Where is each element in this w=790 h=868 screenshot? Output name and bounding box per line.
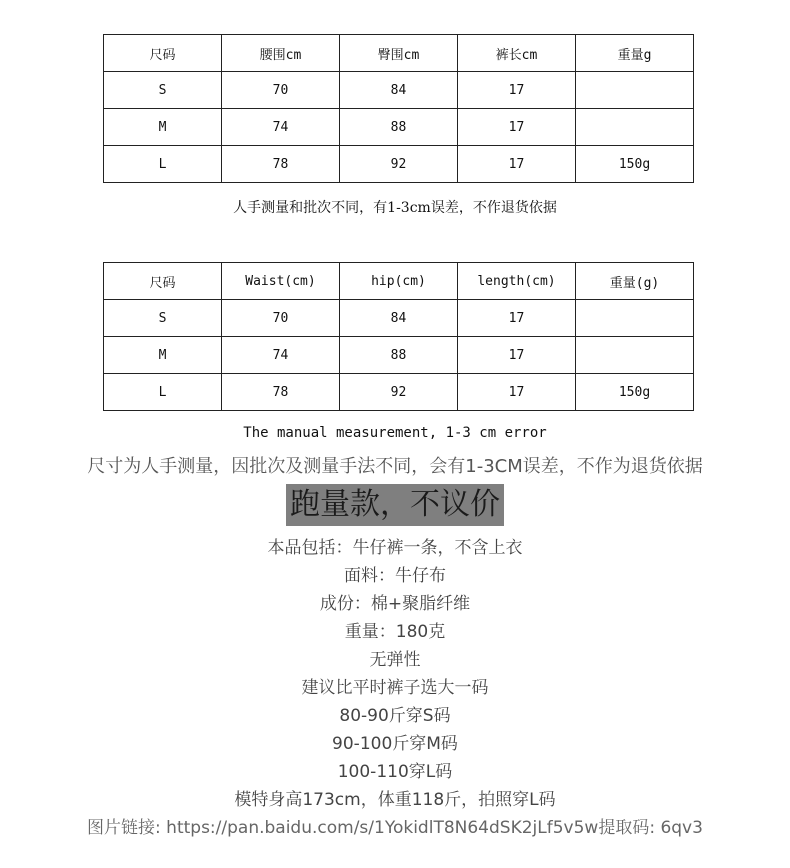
table-row [104, 300, 694, 337]
cell-hip: 88 [340, 109, 458, 146]
cell-length: 17 [458, 374, 576, 411]
no-bargain-banner: 跑量款，不议价 [286, 484, 504, 526]
table-row [104, 374, 694, 411]
cell-weight: 150g [576, 374, 694, 411]
cell-hip: 92 [340, 374, 458, 411]
cell-waist: 74 [222, 337, 340, 374]
cell-waist: 78 [222, 146, 340, 183]
cell-hip: 84 [340, 300, 458, 337]
header-waist: 腰围cm [222, 35, 340, 72]
image-link: 图片链接: https://pan.baidu.com/s/1YokidlT8N64dSK2jLf5v5w提取码: 6qv3 [87, 818, 703, 838]
header-hip: 臀围cm [340, 35, 458, 72]
cell-waist: 70 [222, 300, 340, 337]
cell-hip: 88 [340, 337, 458, 374]
header-length: 裤长cm [458, 35, 576, 72]
cell-hip: 84 [340, 72, 458, 109]
info-size-advice: 建议比平时裤子选大一码 [301, 678, 489, 698]
cell-weight [576, 337, 694, 374]
cell-length: 17 [458, 72, 576, 109]
size-table-cn [103, 34, 694, 183]
info-size-l: 100-110穿L码 [337, 762, 453, 782]
cell-weight [576, 109, 694, 146]
info-size-s: 80-90斤穿S码 [339, 706, 451, 726]
cell-hip: 92 [340, 146, 458, 183]
info-composition: 成份：棉+聚脂纤维 [319, 594, 471, 614]
size-disclaimer: 尺寸为人手测量，因批次及测量手法不同，会有1-3CM误差，不作为退货依据 [87, 456, 703, 477]
table-row [104, 337, 694, 374]
header-hip: hip(cm) [340, 263, 458, 300]
header-weight: 重量g [576, 35, 694, 72]
cell-size: S [104, 72, 222, 109]
measurement-note-cn: 人手测量和批次不同，有1-3cm误差，不作退货依据 [233, 200, 557, 216]
table-row [104, 72, 694, 109]
header-length: length(cm) [458, 263, 576, 300]
header-size: 尺码 [104, 263, 222, 300]
cell-waist: 78 [222, 374, 340, 411]
size-table-en [103, 262, 694, 411]
table-row [104, 146, 694, 183]
cell-waist: 70 [222, 72, 340, 109]
info-fabric: 面料：牛仔布 [344, 566, 446, 586]
table-header-row [104, 35, 694, 72]
cell-waist: 74 [222, 109, 340, 146]
cell-size: L [104, 374, 222, 411]
cell-size: M [104, 337, 222, 374]
cell-length: 17 [458, 337, 576, 374]
info-contents: 本品包括：牛仔裤一条，不含上衣 [267, 538, 523, 558]
cell-size: L [104, 146, 222, 183]
info-size-m: 90-100斤穿M码 [332, 734, 458, 754]
cell-length: 17 [458, 300, 576, 337]
cell-size: S [104, 300, 222, 337]
cell-weight [576, 300, 694, 337]
info-model: 模特身高173cm，体重118斤，拍照穿L码 [234, 790, 556, 810]
info-elasticity: 无弹性 [369, 650, 421, 670]
table-row [104, 109, 694, 146]
cell-length: 17 [458, 109, 576, 146]
info-weight: 重量：180克 [344, 622, 446, 642]
header-weight: 重量(g) [576, 263, 694, 300]
cell-weight: 150g [576, 146, 694, 183]
table-header-row [104, 263, 694, 300]
header-waist: Waist(cm) [222, 263, 340, 300]
cell-length: 17 [458, 146, 576, 183]
cell-size: M [104, 109, 222, 146]
header-size: 尺码 [104, 35, 222, 72]
cell-weight [576, 72, 694, 109]
measurement-note-en: The manual measurement, 1-3 cm error [243, 425, 547, 441]
banner-row [0, 484, 790, 526]
